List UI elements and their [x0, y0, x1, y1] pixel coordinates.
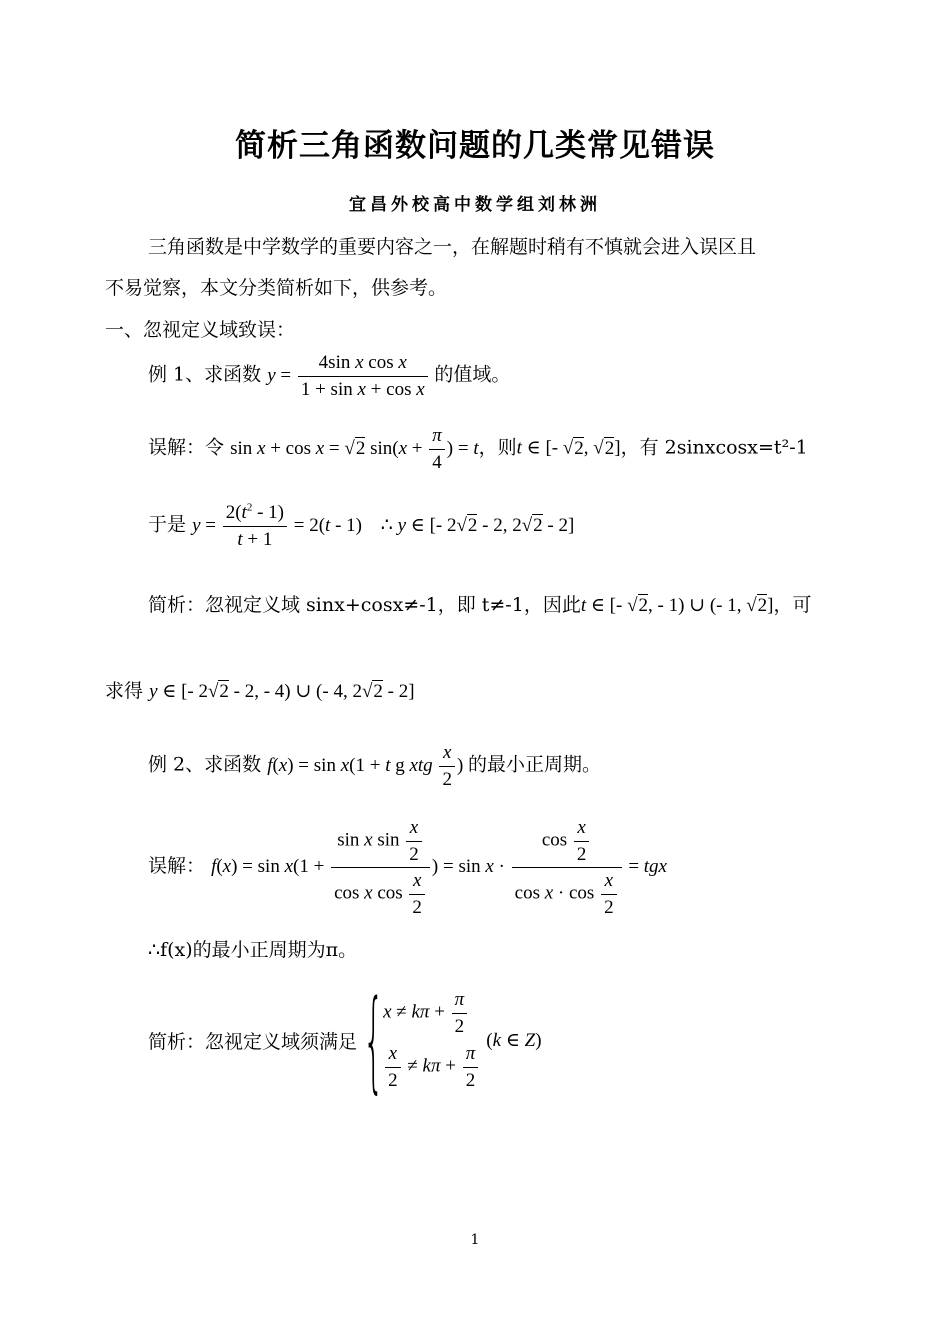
example-2-label: 例 2、求函数 [148, 753, 262, 776]
result-label: 求得 [105, 680, 144, 702]
wrong-mid: ，则 [478, 436, 517, 459]
example-1-wrong-solution [148, 423, 808, 475]
example-2-analysis [148, 976, 542, 1105]
intro-line-1: 三角函数是中学数学的重要内容之一，在解题时稍有不慎就会进入误区且 [148, 236, 757, 258]
t-domain-formula: t ∈ [- √2, - 1) ∪ (- 1, √2] [580, 595, 774, 616]
example-1-result [105, 676, 415, 703]
wrong-label: 误解：令 [148, 436, 225, 459]
t-range-formula: t ∈ [- √2, √2] [516, 437, 621, 459]
page-number: 1 [470, 1232, 480, 1248]
domain-conditions-formula: x ≠ kπ + $\frac{\pi}{2}$ $\frac{x}{2}$ ≠ kπ + $\frac{\pi}{2}$ [383, 985, 480, 1096]
author-line: 宜昌外校高中数学组刘林洲 [349, 195, 601, 215]
example-2-suffix: 的最小正周期。 [468, 753, 602, 776]
page-title: 简析三角函数问题的几类常见错误 [235, 128, 715, 164]
k-in-z-formula: (k ∈ Z) [486, 1029, 542, 1051]
left-brace: { [363, 976, 385, 1105]
intro-line-2: 不易觉察，本文分类简析如下，供参考。 [105, 277, 448, 299]
section-heading: 一、忽视定义域致误： [105, 319, 296, 341]
result-range-formula: y ∈ [- 2√2 - 2, - 4) ∪ (- 4, 2√2 - 2] [149, 681, 415, 702]
example-1-label: 例 1、求函数 [148, 363, 262, 386]
example-1-therefore [148, 500, 574, 552]
analysis-end: ，可 [773, 594, 812, 616]
analysis-label: 简析：忽视定义域 sinx+cosx≠-1，即 t≠-1，因此 [148, 594, 581, 616]
example-2-statement [148, 740, 601, 792]
example-2-conclusion: ∴f(x)的最小正周期为π。 [148, 939, 358, 961]
wrong-label-2: 误解： [148, 855, 206, 878]
analysis-label-2: 简析：忽视定义域须满足 [148, 1030, 358, 1053]
so-label: 于是 [148, 513, 187, 536]
substitution-formula: sin x + cos x = √2 sin(x + $\frac{\pi}{4}$ ) = t [230, 438, 479, 459]
example-1-formula: y = $\frac{\text{4sin x cos x}}{\text{1 + sin x + cos x}}$ [267, 365, 434, 386]
example-1-analysis [148, 590, 812, 617]
example-1-suffix: 的值域。 [434, 363, 511, 386]
example-2-formula: f(x) = sin x(1 + t g xtg $\frac{x}{2}$ ) [267, 755, 468, 776]
y-expression-formula: y = $\frac{2(t^2 - 1)}{t + 1}$ = 2(t - 1) [192, 515, 367, 536]
therefore-formula: ∴ y ∈ [- 2√2 - 2, 2√2 - 2] [380, 514, 575, 536]
example-2-wrong-solution [148, 815, 667, 921]
period-derivation-formula: f(x) = sin x(1 + sin x sin $\frac{x}{2}$ cos x cos $\frac{x}{2}$ ) = sin x · cos $\frac{x}{2}$ cos x · cos $\frac{x}{2}$ = tgx [211, 856, 667, 877]
wrong-end: ，有 2sinxcosx=t²-1 [620, 436, 808, 459]
example-1-statement [148, 350, 510, 402]
